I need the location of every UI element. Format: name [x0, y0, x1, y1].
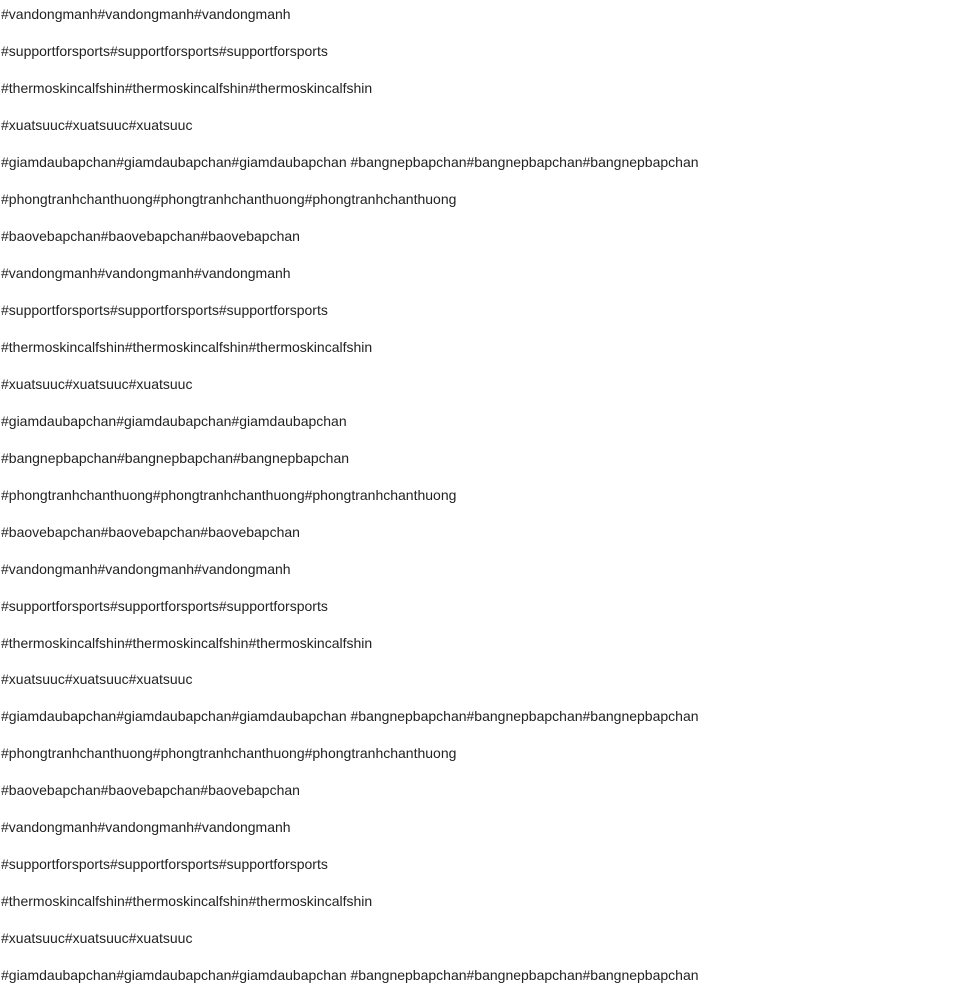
hashtag-line: #giamdaubapchan#giamdaubapchan#giamdaubapchan #bangnepbapchan#bangnepbapchan#bangnepbapchan	[1, 708, 699, 724]
hashtag-line: #thermoskincalfshin#thermoskincalfshin#thermoskincalfshin	[1, 893, 373, 909]
hashtag-line: #xuatsuuc#xuatsuuc#xuatsuuc	[1, 671, 193, 687]
hashtag-line: #supportforsports#supportforsports#supportforsports	[1, 856, 328, 872]
hashtag-line: #phongtranhchanthuong#phongtranhchanthuong#phongtranhchanthuong	[1, 487, 457, 503]
hashtag-line: #xuatsuuc#xuatsuuc#xuatsuuc	[1, 930, 193, 946]
hashtag-line: #vandongmanh#vandongmanh#vandongmanh	[1, 561, 291, 577]
hashtag-line: #thermoskincalfshin#thermoskincalfshin#thermoskincalfshin	[1, 80, 373, 96]
hashtag-line: #giamdaubapchan#giamdaubapchan#giamdaubapchan #bangnepbapchan#bangnepbapchan#bangnepbapchan	[1, 154, 699, 170]
hashtag-line: #vandongmanh#vandongmanh#vandongmanh	[1, 819, 291, 835]
hashtag-line: #vandongmanh#vandongmanh#vandongmanh	[1, 265, 291, 281]
hashtag-line: #vandongmanh#vandongmanh#vandongmanh	[1, 6, 291, 22]
hashtag-line: #supportforsports#supportforsports#supportforsports	[1, 598, 328, 614]
hashtag-line: #giamdaubapchan#giamdaubapchan#giamdaubapchan	[1, 413, 347, 429]
hashtag-line: #bangnepbapchan#bangnepbapchan#bangnepbapchan	[1, 450, 350, 466]
hashtag-line: #supportforsports#supportforsports#supportforsports	[1, 43, 328, 59]
hashtag-line: #thermoskincalfshin#thermoskincalfshin#thermoskincalfshin	[1, 635, 373, 651]
hashtag-line: #giamdaubapchan#giamdaubapchan#giamdaubapchan #bangnepbapchan#bangnepbapchan#bangnepbapchan	[1, 967, 699, 983]
hashtag-line: #thermoskincalfshin#thermoskincalfshin#thermoskincalfshin	[1, 339, 373, 355]
hashtag-line: #phongtranhchanthuong#phongtranhchanthuong#phongtranhchanthuong	[1, 745, 457, 761]
hashtag-line: #baovebapchan#baovebapchan#baovebapchan	[1, 782, 300, 798]
hashtag-line: #supportforsports#supportforsports#supportforsports	[1, 302, 328, 318]
hashtag-line: #xuatsuuc#xuatsuuc#xuatsuuc	[1, 376, 193, 392]
hashtag-line: #phongtranhchanthuong#phongtranhchanthuong#phongtranhchanthuong	[1, 191, 457, 207]
hashtag-line: #baovebapchan#baovebapchan#baovebapchan	[1, 228, 300, 244]
hashtag-line: #baovebapchan#baovebapchan#baovebapchan	[1, 524, 300, 540]
hashtag-line: #xuatsuuc#xuatsuuc#xuatsuuc	[1, 117, 193, 133]
